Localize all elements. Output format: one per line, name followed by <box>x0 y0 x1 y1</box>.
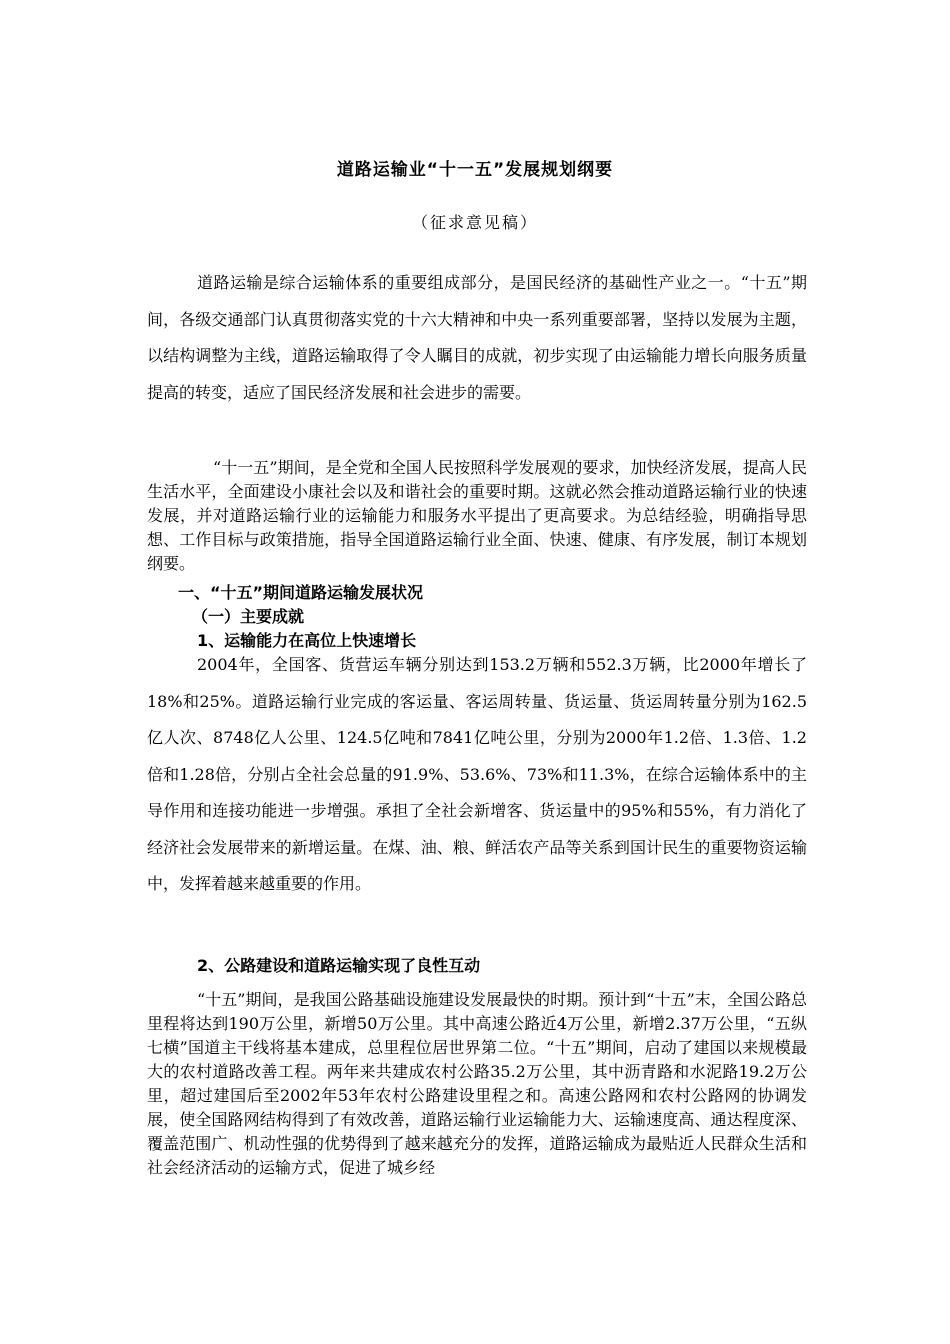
item-1-paragraph: 2004年，全国客、货营运车辆分别达到153.2万辆和552.3万辆，比2000年增长了18%和25%。道路运输行业完成的客运量、客运周转量、货运量、货运周转量分别为162.5亿人次、8748亿人公里、124.5亿吨和7841亿吨公里，分别为2000年1.2倍、1.3倍、1.2倍和1.28倍，分别占全社会总量的91.9%、53.6%、73%和11.3%，在综合运输体系中的主导作用和连接功能进一步增强。承担了全社会新增客、货运量中的95%和55%，有力消化了经济社会发展带来的新增运量。在煤、油、粮、鲜活农产品等关系到国计民生的重要物资运输中，发挥着越来越重要的作用。 <box>147 655 807 893</box>
section-heading: 一、“十五”期间道路运输发展状况 <box>178 583 424 602</box>
item-2-heading: 2、公路建设和道路运输实现了良性互动 <box>197 956 481 975</box>
item-1-heading: 1、运输能力在高位上快速增长 <box>197 631 417 650</box>
intro-paragraph-2: “十一五”期间，是全党和全国人民按照科学发展观的要求，加快经济发展，提高人民生活水平，全面建设小康社会以及和谐社会的重要时期。这就必然会推动道路运输行业的快速发展，并对道路运输行业的运输能力和服务水平提出了更高要求。为总结经验，明确指导思想、工作目标与政策措施，指导全国道路运输行业全面、快速、健康、有序发展，制订本规划纲要。 <box>147 458 807 573</box>
subsection-heading: （一）主要成就 <box>192 607 305 626</box>
document-title: 道路运输业“十一五”发展规划纲要 <box>336 160 614 180</box>
document-subtitle: （征求意见稿） <box>411 213 538 232</box>
intro-paragraph-1: 道路运输是综合运输体系的重要组成部分，是国民经济的基础性产业之一。“十五”期间，各级交通部门认真贯彻落实党的十六大精神和中央一系列重要部署，坚持以发展为主题，以结构调整为主线，道路运输取得了令人瞩目的成就，初步实现了由运输能力增长向服务质量提高的转变，适应了国民经济发展和社会进步的需要。 <box>147 273 807 402</box>
item-2-paragraph: “十五”期间，是我国公路基础设施建设发展最快的时期。预计到“十五”末，全国公路总里程将达到190万公里，新增50万公里。其中高速公路近4万公里，新增2.37万公里，“五纵七横”国道主干线将基本建成，总里程位居世界第二位。“十五”期间，启动了建国以来规模最大的农村道路改善工程。两年来共建成农村公路35.2万公里，其中沥青路和水泥路19.2万公里，超过建国后至2002年53年农村公路建设里程之和。高速公路网和农村公路网的协调发展，使全国路网结构得到了有效改善，道路运输行业运输能力大、运输速度高、通达程度深、覆盖范围广、机动性强的优势得到了越来越充分的发挥，道路运输成为最贴近人民群众生活和社会经济活动的运输方式，促进了城乡经 <box>147 990 807 1177</box>
